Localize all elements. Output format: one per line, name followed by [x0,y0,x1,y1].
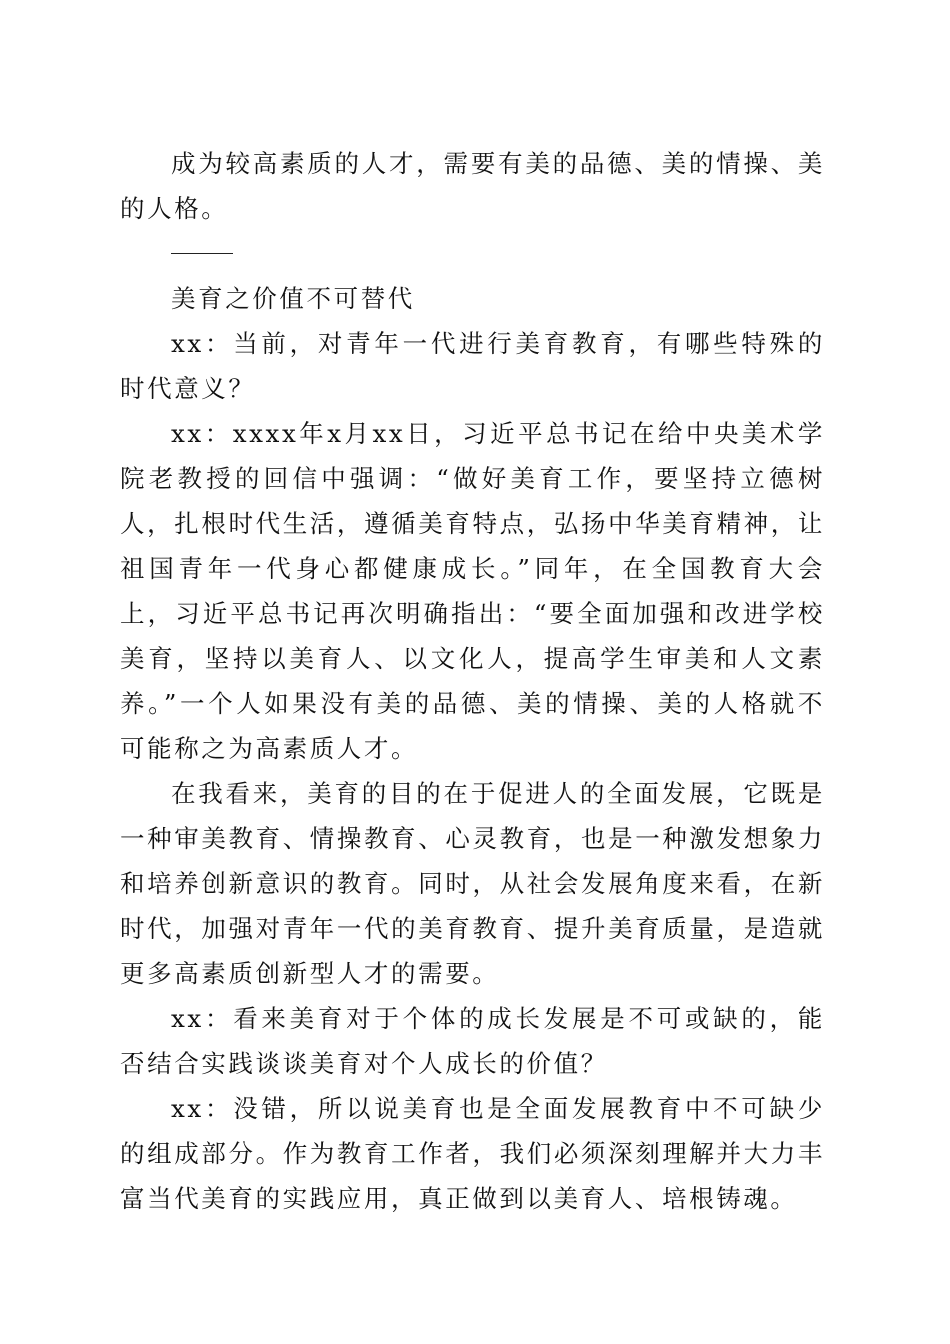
paragraph-answer-2: xx：没错，所以说美育也是全面发展教育中不可缺少的组成部分。作为教育工作者，我们必须深刻理解并大力丰富当代美育的实践应用，真正做到以美育人、培根铸魂。 [120,1094,825,1213]
separator-dash [120,231,825,276]
paragraph-answer-1-continued: 在我看来，美育的目的在于促进人的全面发展，它既是一种审美教育、情操教育、心灵教育，也是一种激发想象力和培养创新意识的教育。同时，从社会发展角度来看，在新时代，加强对青年一代的美育教育、提升美育质量，是造就更多高素质创新型人才的需要。 [120,779,825,988]
document-body [120,141,825,1221]
section-heading: 美育之价值不可替代 [171,284,415,313]
separator-line [171,253,233,254]
paragraph-question-2: xx：看来美育对于个体的成长发展是不可或缺的，能否结合实践谈谈美育对个人成长的价值？ [120,1004,825,1078]
paragraph-question-1: xx：当前，对青年一代进行美育教育，有哪些特殊的时代意义？ [120,329,825,403]
paragraph-intro: 成为较高素质的人才，需要有美的品德、美的情操、美的人格。 [120,149,825,223]
paragraph-answer-1: xx：xxxx年x月xx日，习近平总书记在给中央美术学院老教授的回信中强调：“做好美育工作，要坚持立德树人，扎根时代生活，遵循美育特点，弘扬中华美育精神，让祖国青年一代身心都健康成长。”同年，在全国教育大会上，习近平总书记再次明确指出：“要全面加强和改进学校美育，坚持以美育人、以文化人，提高学生审美和人文素养。”一个人如果没有美的品德、美的情操、美的人格就不可能称之为高素质人才。 [120,419,825,763]
